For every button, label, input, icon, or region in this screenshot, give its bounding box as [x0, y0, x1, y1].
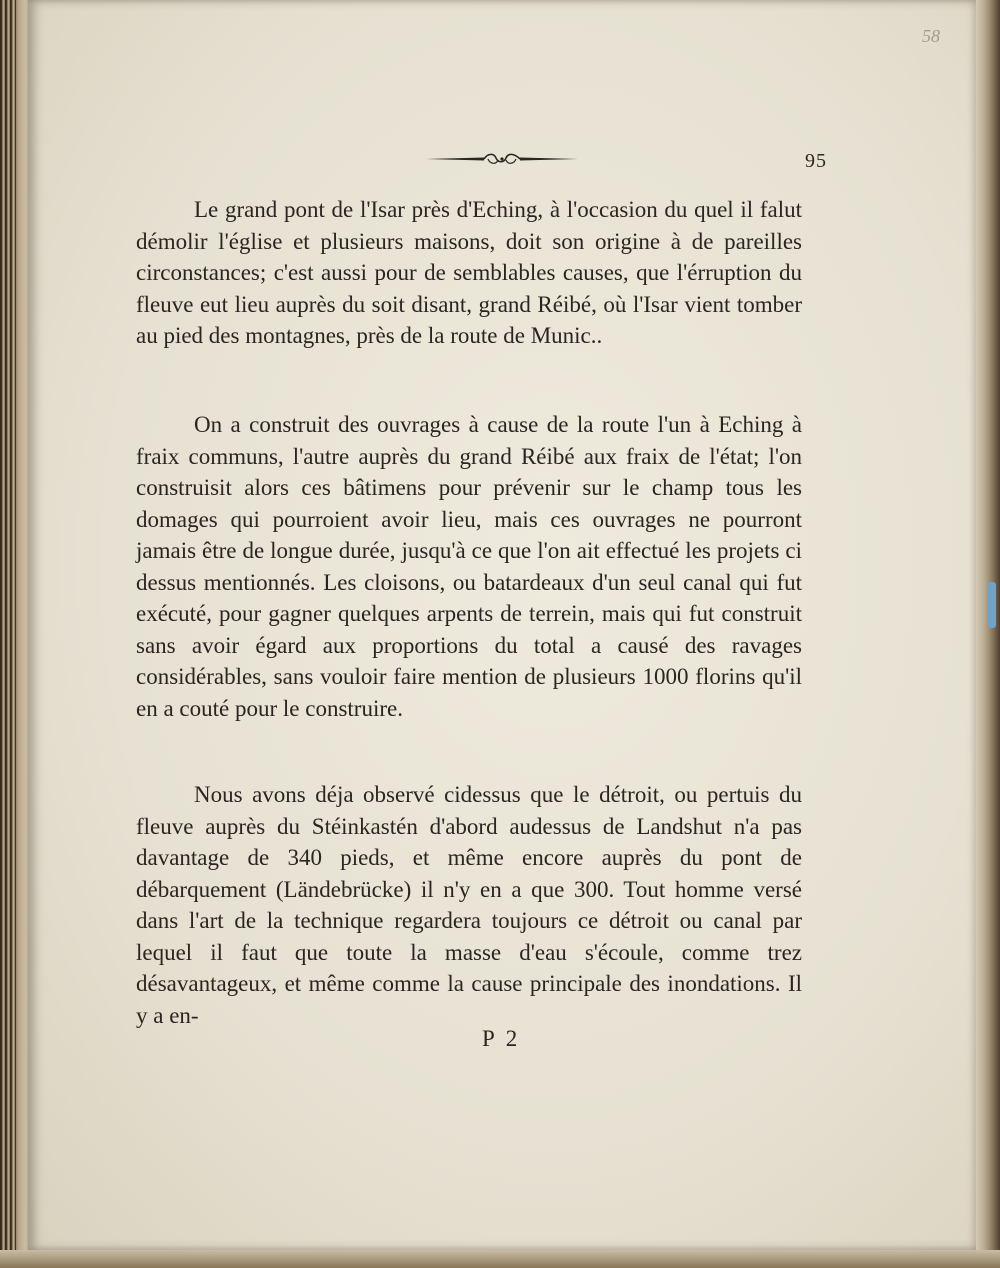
paragraph-1: Le grand pont de l'Isar près d'Eching, à l'occasion du quel il falut démolir l'église et plusieurs maisons, doit son origine à de pareilles circonstances; c'est aussi pour de semblables causes, que l'érruption du fleuve eut lieu auprès du soit disant, grand Réibé, où l'Isar vient tomber au pied des montagnes, près de la route de Munic.. — [136, 197, 802, 348]
book-bottom-edge — [0, 1250, 1000, 1268]
paragraph-2: On a construit des ouvrages à cause de la route l'un à Eching à fraix communs, l'autre auprès du grand Réibé aux fraix de l'état; l'on construisit alors ces bâtimens pour prévenir sur le champ tous les domages qui pourroient avoir lieu, mais ces ouvrages ne pourront jamais être de longue durée, jusqu'à ce que l'on ait effectué les projets ci dessus mentionnés. Les cloisons, ou batardeaux d'un seul canal qui fut exécuté, pour gagner quelques arpents de terrein, mais qui fut construit sans avoir égard aux proportions du total a causé des ravages considérables, sans vouloir faire mention de plusieurs 1000 florins qu'il en a couté pour le construire. — [136, 412, 802, 721]
signature-mark: P 2 — [482, 1026, 521, 1051]
folio-annotation: 58 — [922, 26, 940, 46]
ornament-divider — [424, 150, 580, 168]
page-stack-edge — [0, 0, 16, 1268]
paragraph-3: Nous avons déja observé cidessus que le détroit, ou pertuis du fleuve auprès du Stéinkastén d'abord audessus de Landshut n'a pas davantage de 340 pieds, et même encore auprès du pont de débarquement (Ländebrücke) il n'y en a que 300. Tout homme versé dans l'art de la technique regardera toujours ce détroit ou canal par lequel il faut que toute la masse d'eau s'écoule, comme trez désavantageux, et même comme la cause principale des inondations. Il y a en- — [136, 782, 802, 1028]
page-number: 95 — [805, 150, 827, 172]
bookmark-tab — [988, 582, 996, 628]
book-right-edge — [974, 0, 1000, 1268]
